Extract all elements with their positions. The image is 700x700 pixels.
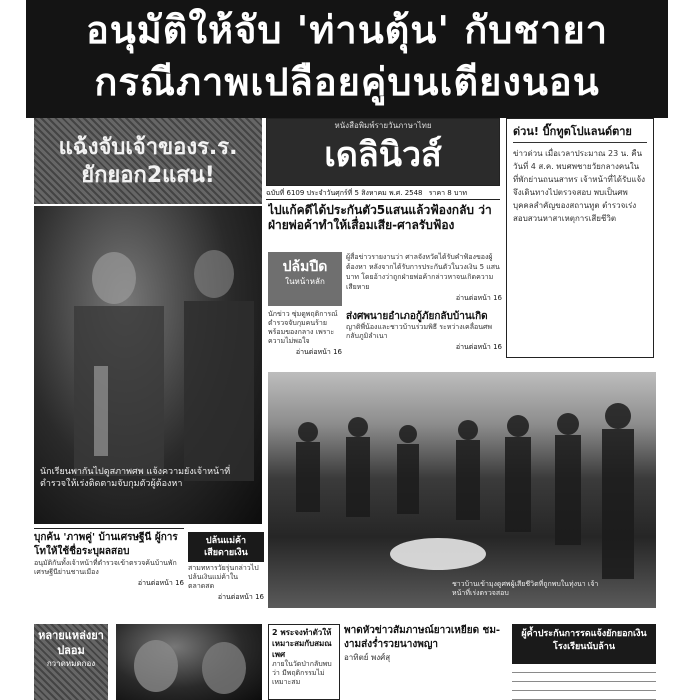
masthead (266, 118, 500, 186)
fake-money-label: ปล้มปืด (282, 259, 328, 275)
bottom-story-3-body: อาทิตย์ พงศ์สุ (344, 653, 391, 662)
masthead-tagline: หนังสือพิมพ์รายวันภาษาไทย (334, 121, 432, 130)
sub-story-center-continued: อ่านต่อหน้า 16 (455, 343, 502, 351)
sub-story-center-headline: ส่งศพนายอำเภอกู้ภัยกลับบ้านเกิด (346, 311, 488, 322)
fake-money-sub: ในหน้าหลัก (285, 277, 325, 286)
bottom-story-2 (268, 624, 340, 700)
left-story-headline: แฉ้งจับเจ้าของร.ร. ยักยอก2แสน! (58, 135, 238, 188)
bottom-portrait-photo (116, 624, 262, 700)
bottom-story-2-body: ภายในวัดป่ากลับพบว่า มีพฤติกรรมไม่เหมาะสม (272, 660, 332, 686)
bottom-ad-body: กวาดหมดกอง (46, 659, 96, 668)
issue-info: ฉบับที่ 6109 ประจำวันศุกร์ที่ 5 สิงหาคม พ.ศ. 2548 (266, 189, 423, 197)
crowd-photo (268, 372, 656, 608)
center-story-headline: ไปแก้คดีได้ประกันตัว5แสนแล้วฟ้องกลับ ว่าฝ่ายพ่อค้าทำให้เสื่อมเสีย-ศาลรับฟ้อง (268, 203, 492, 232)
urgent-body: ข่าวด่วน เมื่อเวลาประมาณ 23 น. คืนวันที่ 4 ส.ค. พบศพชายวัยกลางคนในที่พักย่านถนนสาทร เจ้าหน้าที่ได้รับแจ้งจึงเดินทางไปตรวจสอบ พบเป็นศพบุคคลสำคัญของสถานทูต ตำรวจเร่งสอบสวนหาสาเหตุการเสียชีวิต (513, 149, 646, 223)
sub-story-center-text: ญาติพี่น้องและชาวบ้านร่วมพิธี ระหว่างเคลื่อนศพกลับภูมิลำเนา (346, 323, 493, 340)
sub-story-left-continued: อ่านต่อหน้า 16 (295, 348, 342, 356)
headline-line-1: อนุมัติให้จับ 'ท่านตุ้น' กับชายา (85, 8, 609, 52)
crowd-photo-figures (268, 372, 656, 608)
bottom-story-4-headline: ผู้ค้ำประกันการรดแจ้งยักยอกเงินโรงเรียนนับล้าน (521, 629, 647, 652)
bottom-story-4-text-lines (512, 666, 656, 700)
bottom-left-continued: อ่านต่อหน้า 16 (137, 579, 184, 587)
bottom-left-headline: บุกค้น 'ภาพคู่' บ้านเศรษฐีนี ผู้การโทให้ใช้ชื่อระบุผลสอบ (34, 532, 178, 557)
bottom-left-body: อนุมัติกันทั้งเจ้าหน้าที่ตำรวจเข้าตรวจค้นบ้านพักเศรษฐีนีย่านชานเมือง (34, 559, 177, 576)
center-story-continued: อ่านต่อหน้า 16 (455, 294, 502, 302)
bottom-story-3 (344, 624, 506, 700)
bottom-story-3-headline: พาดหัวข่าวสัมภาษณ์ยาวเหยียด ชม-งามส่งร่ำรวยนางพญา (344, 625, 501, 650)
bottom-left-story (34, 528, 184, 620)
bottom-small-continued: อ่านต่อหน้า 16 (217, 593, 264, 601)
bottom-ad-box (34, 624, 108, 700)
fake-money-box (268, 252, 342, 306)
crowd-photo-caption: ชาวบ้านเข้ามุงดูศพผู้เสียชีวิตที่ถูกพบในทุ่งนา เจ้าหน้าที่เร่งตรวจสอบ (452, 580, 599, 597)
left-story-headline-box (34, 118, 262, 204)
headline-line-2: กรณีภาพเปลือยคู่บนเตียงนอน (94, 60, 600, 104)
bottom-ad-headline: หลายแหล่งยาปลอม (38, 629, 104, 657)
center-story-text: ผู้สื่อข่าวรายงานว่า ศาลจังหวัดได้รับคำฟ้องของผู้ต้องหา หลังจากได้รับการประกันตัวในวงเงิน 5 แสนบาท โดยอ้างว่าถูกฝ่ายพ่อค้ากล่าวหาจนเกิดความเสียหาย (346, 253, 500, 291)
center-story-body (346, 252, 502, 306)
bottom-story-4 (512, 624, 656, 664)
bottom-story-2-headline: 2 พระจงทำตัวให้ เหมาะสมกับสมณเพศ (272, 628, 332, 659)
portrait-faces (116, 624, 262, 700)
bottom-small-story (188, 532, 264, 620)
masthead-issue-bar (266, 186, 500, 200)
urgent-headline: ด่วน! บิ๊กทูตโปแลนด์ตาย (513, 125, 647, 143)
main-headline-banner (26, 0, 668, 118)
left-photo-caption: นักเรียนพากันไปดูสภาพศพ แจ้งความยังเจ้าหน้าที่ตำรวจให้เร่งติดตามจับกุมตัวผู้ต้องหา (40, 467, 231, 489)
issue-price: ราคา 8 บาท (428, 189, 467, 197)
bottom-small-body: สามทหารวัยรุ่นกล่าวไปปล้นเงินแม่ค้าในตลาดสด (188, 564, 259, 590)
urgent-news-box (506, 118, 654, 358)
sub-story-left-text: นักข่าว ซุ่มดูพฤติการณ์ ตำรวจจับกุมคนร้ายพร้อมของกลาง เพราะความไม่พอใจ (268, 310, 338, 345)
sub-story-center (346, 310, 502, 368)
bottom-small-headline: ปล้นแม่ค้าเสียดายเงิน (188, 532, 264, 562)
masthead-title: เดลินิวส์ (324, 135, 442, 175)
left-story-photo (34, 206, 262, 524)
sub-story-left (268, 310, 342, 368)
